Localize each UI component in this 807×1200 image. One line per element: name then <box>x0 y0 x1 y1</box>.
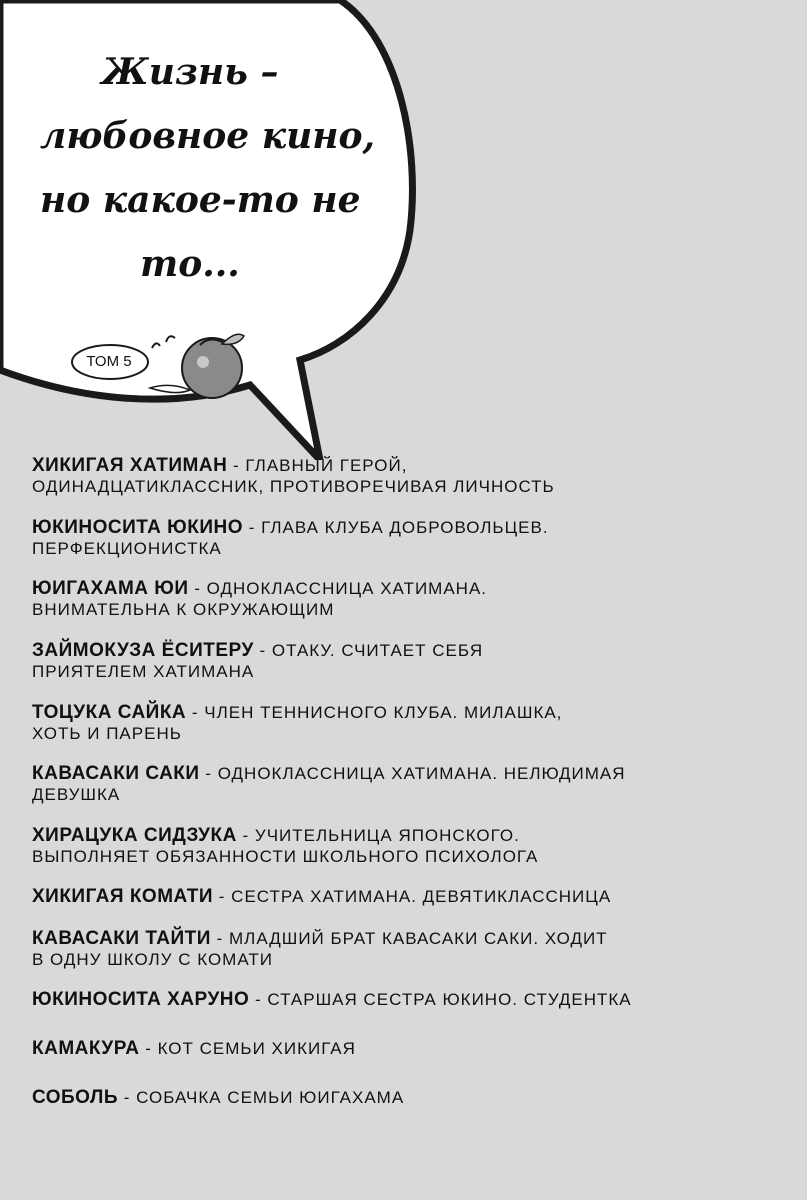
character-entry: СОБОЛЬ - СОБАЧКА СЕМЬИ ЮИГАХАМА <box>32 1087 405 1108</box>
character-name: ЮКИНОСИТА ХАРУНО <box>32 989 250 1010</box>
character-name: ЮИГАХАМА ЮИ <box>32 578 189 599</box>
title-line-2: любовное кино, <box>40 115 376 157</box>
character-description: ОДНОКЛАССНИЦА ХАТИМАНА. НЕЛЮДИМАЯ <box>217 764 626 783</box>
character-entry: КАВАСАКИ САКИ - ОДНОКЛАССНИЦА ХАТИМАНА. НЕЛЮДИМАЯ ДЕВУШКА <box>32 763 626 804</box>
character-entry: ТОЦУКА САЙКА - ЧЛЕН ТЕННИСНОГО КЛУБА. МИЛАШКА, ХОТЬ И ПАРЕНЬ <box>32 702 563 743</box>
character-description-2: В ОДНУ ШКОЛУ С КОМАТИ <box>32 950 273 969</box>
character-name: СОБОЛЬ <box>32 1087 118 1108</box>
character-entry: ХИКИГАЯ ХАТИМАН - ГЛАВНЫЙ ГЕРОЙ, ОДИНАДЦАТИКЛАССНИК, ПРОТИВОРЕЧИВАЯ ЛИЧНОСТЬ <box>32 455 555 496</box>
character-entry: ЮКИНОСИТА ХАРУНО - СТАРШАЯ СЕСТРА ЮКИНО. СТУДЕНТКА <box>32 989 632 1010</box>
character-name: ЮКИНОСИТА ЮКИНО <box>32 517 243 538</box>
character-description-2: ВНИМАТЕЛЬНА К ОКРУЖАЮЩИМ <box>32 600 335 619</box>
title-line-3: но какое-то не <box>40 179 361 221</box>
character-description: ЧЛЕН ТЕННИСНОГО КЛУБА. МИЛАШКА, <box>204 703 563 722</box>
character-description-2: ХОТЬ И ПАРЕНЬ <box>32 724 182 743</box>
character-description: ОТАКУ. СЧИТАЕТ СЕБЯ <box>271 641 484 660</box>
character-entry: ЗАЙМОКУЗА ЁСИТЕРУ - ОТАКУ. СЧИТАЕТ СЕБЯ ПРИЯТЕЛЕМ ХАТИМАНА <box>32 640 484 681</box>
character-entry: ХИКИГАЯ КОМАТИ - СЕСТРА ХАТИМАНА. ДЕВЯТИКЛАССНИЦА <box>32 886 612 907</box>
character-description: КОТ СЕМЬИ ХИКИГАЯ <box>157 1039 356 1058</box>
character-name: КАВАСАКИ САКИ <box>32 763 200 784</box>
character-description: СЕСТРА ХАТИМАНА. ДЕВЯТИКЛАССНИЦА <box>231 887 612 906</box>
title-line-4: то... <box>140 243 240 285</box>
character-description: СТАРШАЯ СЕСТРА ЮКИНО. СТУДЕНТКА <box>267 990 632 1009</box>
character-description-2: ПЕРФЕКЦИОНИСТКА <box>32 539 222 558</box>
character-description: СОБАЧКА СЕМЬИ ЮИГАХАМА <box>136 1088 405 1107</box>
character-entry: КАМАКУРА - КОТ СЕМЬИ ХИКИГАЯ <box>32 1038 356 1059</box>
character-entry: ЮКИНОСИТА ЮКИНО - ГЛАВА КЛУБА ДОБРОВОЛЬЦЕВ. ПЕРФЕКЦИОНИСТКА <box>32 517 549 558</box>
character-description-2: ДЕВУШКА <box>32 785 121 804</box>
character-description-2: ВЫПОЛНЯЕТ ОБЯЗАННОСТИ ШКОЛЬНОГО ПСИХОЛОГА <box>32 847 539 866</box>
character-name: ТОЦУКА САЙКА <box>32 702 187 723</box>
character-description: ОДНОКЛАССНИЦА ХАТИМАНА. <box>206 579 488 598</box>
character-description: УЧИТЕЛЬНИЦА ЯПОНСКОГО. <box>254 826 520 845</box>
character-description: ГЛАВА КЛУБА ДОБРОВОЛЬЦЕВ. <box>261 518 549 537</box>
character-description: МЛАДШИЙ БРАТ КАВАСАКИ САКИ. ХОДИТ <box>229 929 608 948</box>
volume-label: ТОМ 5 <box>86 353 132 370</box>
character-name: ХИРАЦУКА СИДЗУКА <box>32 825 237 846</box>
character-description-2: ОДИНАДЦАТИКЛАССНИК, ПРОТИВОРЕЧИВАЯ ЛИЧНОСТЬ <box>32 477 555 496</box>
character-entry: ЮИГАХАМА ЮИ - ОДНОКЛАССНИЦА ХАТИМАНА. ВНИМАТЕЛЬНА К ОКРУЖАЮЩИМ <box>32 578 488 619</box>
title-line-1: Жизнь – <box>101 51 279 93</box>
character-name: КАВАСАКИ ТАЙТИ <box>32 928 211 949</box>
character-entry: ХИРАЦУКА СИДЗУКА - УЧИТЕЛЬНИЦА ЯПОНСКОГО. ВЫПОЛНЯЕТ ОБЯЗАННОСТИ ШКОЛЬНОГО ПСИХОЛОГА <box>32 825 539 866</box>
character-name: КАМАКУРА <box>32 1038 140 1059</box>
character-description-2: ПРИЯТЕЛЕМ ХАТИМАНА <box>32 662 255 681</box>
character-name: ХИКИГАЯ КОМАТИ <box>32 886 214 907</box>
character-name: ЗАЙМОКУЗА ЁСИТЕРУ <box>32 640 254 661</box>
character-name: ХИКИГАЯ ХАТИМАН <box>32 455 228 476</box>
character-entry: КАВАСАКИ ТАЙТИ - МЛАДШИЙ БРАТ КАВАСАКИ САКИ. ХОДИТ В ОДНУ ШКОЛУ С КОМАТИ <box>32 928 608 969</box>
character-description: ГЛАВНЫЙ ГЕРОЙ, <box>245 456 408 475</box>
